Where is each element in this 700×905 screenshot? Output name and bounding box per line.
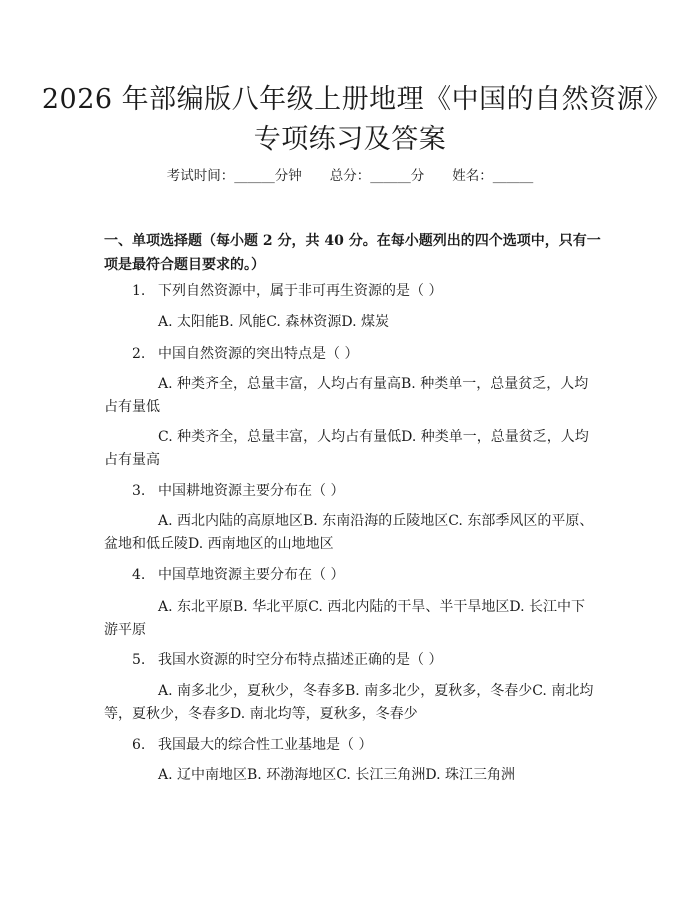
option-d: D. 南北均等，夏秋多，冬春少 — [230, 706, 418, 722]
exam-time-field: 考试时间：______分钟 — [166, 168, 302, 184]
question-text: 中国自然资源的突出特点是（ ） — [158, 346, 359, 362]
option-c: C. 种类齐全，总量丰富，人均占有量低 — [158, 429, 402, 445]
option-b: B. 南多北少，夏秋多，冬春少 — [345, 683, 533, 699]
question-5 — [132, 650, 602, 670]
question-number: 3. — [132, 483, 146, 499]
option-b: B. 华北平原 — [233, 599, 309, 615]
question-3-options — [104, 510, 596, 556]
question-2-options-cd — [104, 426, 596, 472]
option-a: A. 南多北少，夏秋少，冬春多 — [158, 683, 346, 699]
question-1 — [132, 281, 602, 301]
question-number: 5. — [132, 652, 146, 668]
question-5-options — [104, 680, 596, 726]
option-c: C. 东部季风区的平原、盆地和低丘陵 — [104, 513, 594, 552]
question-2 — [132, 344, 602, 364]
question-text: 我国最大的综合性工业基地是（ ） — [158, 737, 373, 753]
option-d: D. 长江中下游平原 — [104, 599, 585, 638]
total-score-field: 总分：______分 — [329, 168, 425, 184]
question-text: 中国草地资源主要分布在（ ） — [158, 567, 345, 583]
question-6 — [132, 735, 602, 755]
question-number: 1. — [132, 283, 146, 299]
question-text: 我国水资源的时空分布特点描述正确的是（ ） — [158, 652, 443, 668]
question-4-options — [104, 596, 596, 642]
question-text: 下列自然资源中，属于非可再生资源的是（ ） — [158, 283, 443, 299]
option-a: A. 西北内陆的高原地区 — [158, 513, 304, 529]
question-text: 中国耕地资源主要分布在（ ） — [158, 483, 345, 499]
option-b: B. 环渤海地区 — [247, 767, 337, 783]
question-number: 2. — [132, 346, 146, 362]
option-d: D. 种类单一，总量贫乏，人均占有量高 — [104, 429, 589, 468]
exam-meta-line — [0, 166, 700, 186]
option-b: B. 东南沿海的丘陵地区 — [303, 513, 449, 529]
section-heading-single-choice: 一、单项选择题（每小题 2 分，共 40 分。在每小题列出的四个选项中，只有一项是最符合题目要求的。） — [104, 233, 601, 273]
option-d: D. 煤炭 — [341, 314, 389, 330]
option-b: B. 风能 — [219, 314, 267, 330]
option-c: C. 长江三角洲 — [336, 767, 426, 783]
option-b: B. 种类单一，总量贫乏，人均占有量低 — [104, 376, 589, 415]
option-a: A. 东北平原 — [158, 599, 234, 615]
option-a: A. 种类齐全，总量丰富，人均占有量高 — [158, 376, 402, 392]
document-title: 2026 年部编版八年级上册地理《中国的自然资源》专项练习及答案 — [41, 84, 659, 155]
question-number: 6. — [132, 737, 146, 753]
option-a: A. 辽中南地区 — [158, 767, 248, 783]
option-c: C. 南北均等，夏秋少，冬春多 — [104, 683, 594, 722]
option-d: D. 西南地区的山地地区 — [188, 536, 334, 552]
option-c: C. 森林资源 — [266, 314, 342, 330]
question-number: 4. — [132, 567, 146, 583]
question-6-options — [104, 764, 596, 787]
question-4 — [132, 565, 602, 585]
option-c: C. 西北内陆的干旱、半干旱地区 — [308, 599, 510, 615]
question-1-options — [104, 311, 596, 334]
option-a: A. 太阳能 — [158, 314, 220, 330]
question-3 — [132, 481, 602, 501]
option-d: D. 珠江三角洲 — [425, 767, 515, 783]
student-name-field: 姓名：______ — [452, 168, 534, 184]
question-2-options-ab — [104, 373, 596, 419]
